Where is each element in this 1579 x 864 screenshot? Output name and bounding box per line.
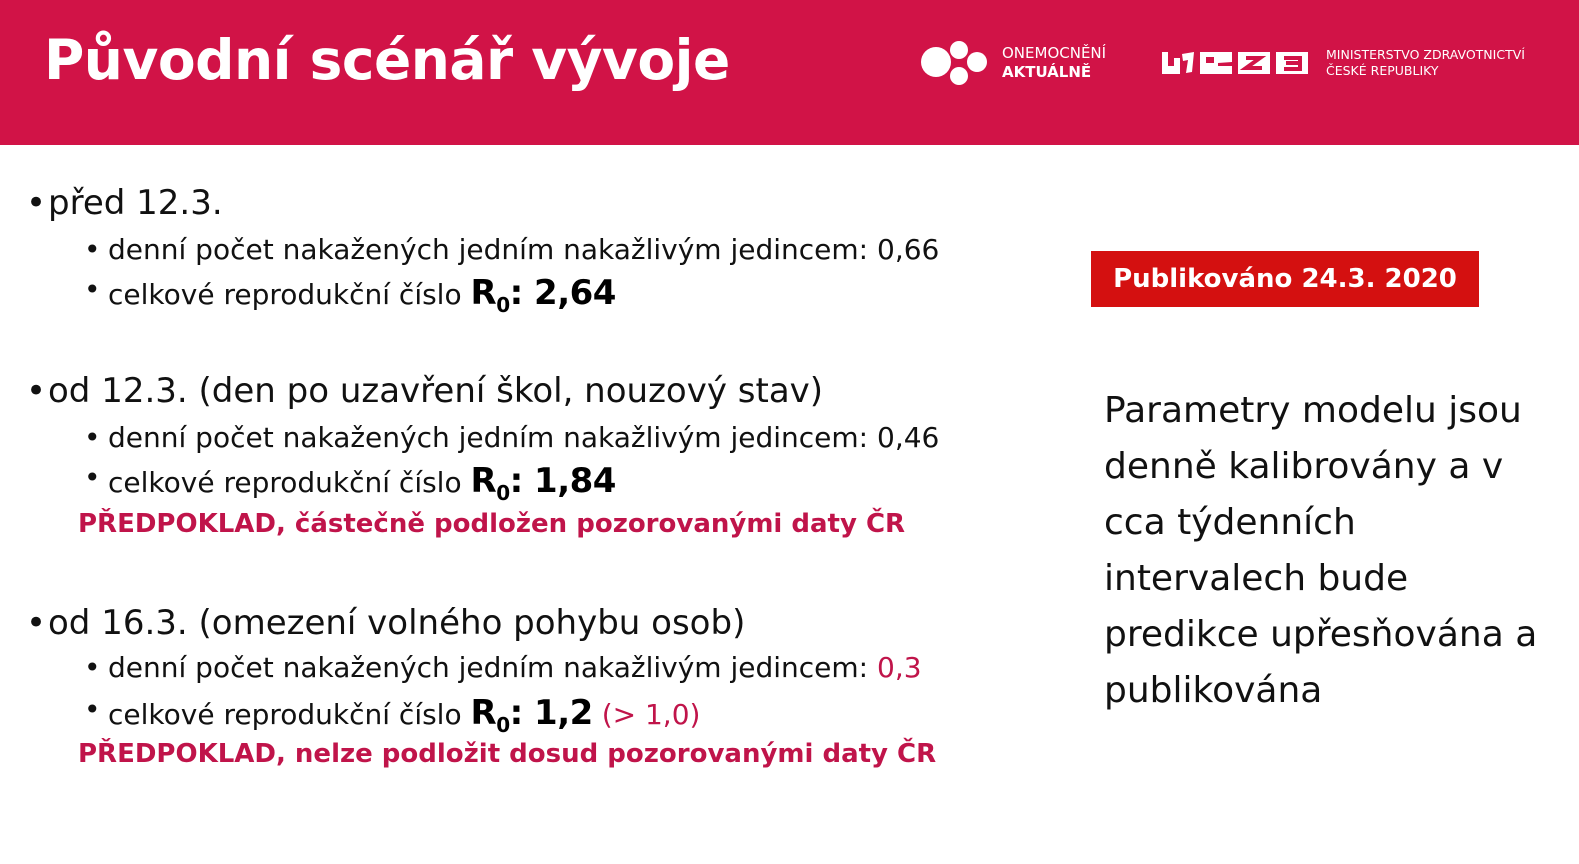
logo-line2: AKTUÁLNĚ [1002,63,1092,81]
section-heading: • před 12.3. [26,183,223,223]
ministry-line1: MINISTERSTVO ZDRAVOTNICTVÍ [1326,47,1525,62]
mzcr-logo [1160,46,1560,82]
slide-body [0,145,1579,864]
ministry-line2: ČESKÉ REPUBLIKY [1326,63,1439,78]
dots-icon [920,36,1000,92]
slide-title: Původní scénář vývoje [44,28,730,92]
section-heading: • od 16.3. (omezení volného pohybu osob) [26,603,745,643]
r0-item: • celkové reprodukční číslo $R_0$: 2,64 [84,273,616,317]
r0-item: • celkové reprodukční číslo $R_0$: 1,84 [84,461,616,505]
daily-infections-item: • denní počet nakažených jedním nakažlivým jedincem: 0,46 [84,421,939,454]
logo-line1: ONEMOCNĚNÍ [1002,44,1107,62]
daily-infections-item: • denní počet nakažených jedním nakažlivým jedincem: 0,3 [84,651,922,684]
assumption-note: PŘEDPOKLAD, nelze podložit dosud pozorovanými daty ČR [78,739,937,769]
r0-note: (> 1,0) [601,698,701,731]
assumption-note: PŘEDPOKLAD, částečně podložen pozorovanými daty ČR [78,509,906,539]
model-calibration-text: Parametry modelu jsou denně kalibrovány a v cca týdenních intervalech bude predikce upřesňována a publikována [1104,390,1538,711]
uzis-mark-icon [1160,46,1312,80]
section-heading: • od 12.3. (den po uzavření škol, nouzový stav) [26,371,823,411]
published-badge: Publikováno 24.3. 2020 [1091,251,1479,307]
header-bar [0,0,1579,145]
onemocneni-aktualne-logo [920,36,1135,92]
daily-infections-item: • denní počet nakažených jedním nakažlivým jedincem: 0,66 [84,233,939,266]
r0-item: • celkové reprodukční číslo $R_0$: 1,2 (> 1,0) [84,693,700,737]
